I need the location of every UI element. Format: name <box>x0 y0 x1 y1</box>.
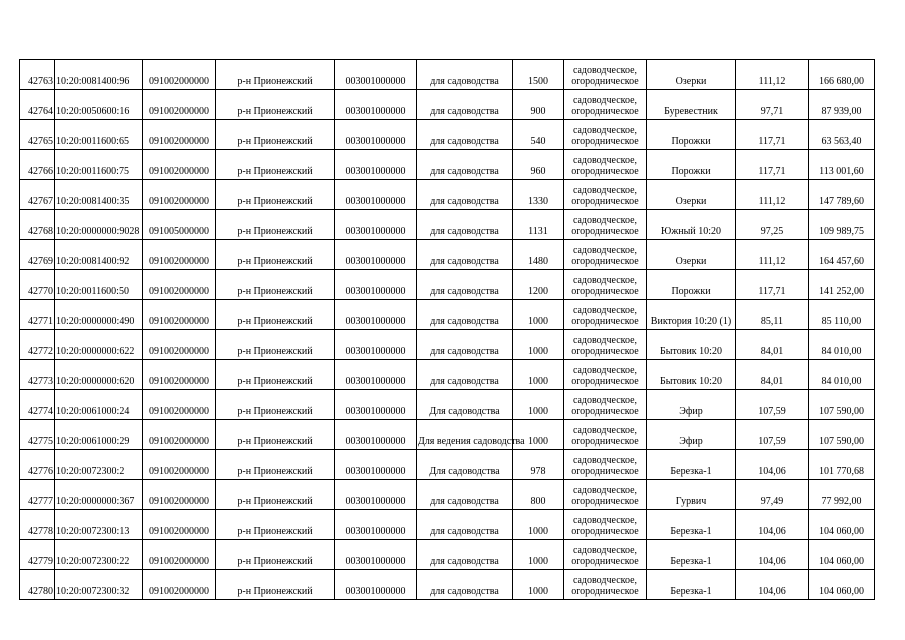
specific-value-cell: 117,71 <box>736 120 809 150</box>
row-number-cell: 42763 <box>20 60 55 90</box>
table-row <box>20 360 875 390</box>
land-category-line-2: огородническое <box>571 286 639 297</box>
land-category-cell <box>564 420 647 450</box>
category-code-cell: 003001000000 <box>335 210 417 240</box>
land-category-line-1: садоводческое, <box>572 425 638 436</box>
district-cell: р-н Прионежский <box>216 480 335 510</box>
land-category-cell <box>564 180 647 210</box>
land-parcels-table <box>19 59 875 600</box>
table-row <box>20 330 875 360</box>
land-category-line-2: огородническое <box>571 316 639 327</box>
permitted-use-cell: для садоводства <box>417 570 513 600</box>
area-cell: 1000 <box>513 540 564 570</box>
row-number-cell: 42769 <box>20 240 55 270</box>
category-code-cell: 003001000000 <box>335 240 417 270</box>
land-category-cell <box>564 360 647 390</box>
area-cell: 960 <box>513 150 564 180</box>
district-cell: р-н Прионежский <box>216 570 335 600</box>
district-cell: р-н Прионежский <box>216 270 335 300</box>
row-number-cell: 42768 <box>20 210 55 240</box>
okato-code-cell: 091002000000 <box>143 120 216 150</box>
settlement-name-cell: Березка-1 <box>647 570 736 600</box>
district-cell: р-н Прионежский <box>216 300 335 330</box>
land-category-line-2: огородническое <box>571 496 639 507</box>
cadastral-number-cell: 10:20:0072300:32 <box>55 570 143 600</box>
table-row <box>20 540 875 570</box>
category-code-cell: 003001000000 <box>335 420 417 450</box>
table-row <box>20 240 875 270</box>
cadastral-value-cell: 87 939,00 <box>809 90 875 120</box>
cadastral-value-cell: 107 590,00 <box>809 420 875 450</box>
table-row <box>20 300 875 330</box>
row-number-cell: 42773 <box>20 360 55 390</box>
area-cell: 1200 <box>513 270 564 300</box>
row-number-cell: 42775 <box>20 420 55 450</box>
category-code-cell: 003001000000 <box>335 180 417 210</box>
row-number-cell: 42774 <box>20 390 55 420</box>
district-cell: р-н Прионежский <box>216 180 335 210</box>
table-body <box>20 60 875 600</box>
permitted-use-cell: для садоводства <box>417 330 513 360</box>
table-row <box>20 180 875 210</box>
row-number-cell: 42766 <box>20 150 55 180</box>
permitted-use-cell: для садоводства <box>417 510 513 540</box>
area-cell: 978 <box>513 450 564 480</box>
land-category-cell <box>564 540 647 570</box>
area-cell: 1000 <box>513 570 564 600</box>
cadastral-value-cell: 147 789,60 <box>809 180 875 210</box>
okato-code-cell: 091002000000 <box>143 150 216 180</box>
district-cell: р-н Прионежский <box>216 150 335 180</box>
area-cell: 800 <box>513 480 564 510</box>
category-code-cell: 003001000000 <box>335 60 417 90</box>
land-category-cell <box>564 210 647 240</box>
specific-value-cell: 104,06 <box>736 570 809 600</box>
district-cell: р-н Прионежский <box>216 450 335 480</box>
permitted-use-cell: для садоводства <box>417 120 513 150</box>
row-number-cell: 42772 <box>20 330 55 360</box>
permitted-use-cell: для садоводства <box>417 540 513 570</box>
land-category-line-2: огородническое <box>571 76 639 87</box>
land-category-line-2: огородническое <box>571 346 639 357</box>
district-cell: р-н Прионежский <box>216 120 335 150</box>
table-row <box>20 120 875 150</box>
area-cell: 1000 <box>513 330 564 360</box>
area-cell: 1000 <box>513 420 564 450</box>
permitted-use-cell: для садоводства <box>417 60 513 90</box>
table-row <box>20 390 875 420</box>
district-cell: р-н Прионежский <box>216 330 335 360</box>
okato-code-cell: 091002000000 <box>143 510 216 540</box>
area-cell: 1131 <box>513 210 564 240</box>
settlement-name-cell: Эфир <box>647 420 736 450</box>
land-category-line-2: огородническое <box>571 526 639 537</box>
land-category-cell <box>564 90 647 120</box>
cadastral-value-cell: 141 252,00 <box>809 270 875 300</box>
land-category-line-1: садоводческое, <box>572 365 638 376</box>
land-category-line-2: огородническое <box>571 586 639 597</box>
land-category-cell <box>564 330 647 360</box>
okato-code-cell: 091002000000 <box>143 570 216 600</box>
okato-code-cell: 091002000000 <box>143 300 216 330</box>
row-number-cell: 42780 <box>20 570 55 600</box>
settlement-name-cell: Бытовик 10:20 <box>647 330 736 360</box>
land-category-line-1: садоводческое, <box>572 95 638 106</box>
cadastral-value-cell: 84 010,00 <box>809 360 875 390</box>
cadastral-number-cell: 10:20:0000000:9028 <box>55 210 143 240</box>
land-category-line-1: садоводческое, <box>572 485 638 496</box>
table-row <box>20 210 875 240</box>
specific-value-cell: 84,01 <box>736 330 809 360</box>
cadastral-value-cell: 164 457,60 <box>809 240 875 270</box>
district-cell: р-н Прионежский <box>216 420 335 450</box>
cadastral-value-cell: 63 563,40 <box>809 120 875 150</box>
cadastral-value-cell: 84 010,00 <box>809 330 875 360</box>
cadastral-number-cell: 10:20:0000000:622 <box>55 330 143 360</box>
cadastral-number-cell: 10:20:0000000:490 <box>55 300 143 330</box>
land-category-line-2: огородническое <box>571 376 639 387</box>
land-category-line-1: садоводческое, <box>572 455 638 466</box>
land-category-line-1: садоводческое, <box>572 305 638 316</box>
specific-value-cell: 97,71 <box>736 90 809 120</box>
row-number-cell: 42777 <box>20 480 55 510</box>
cadastral-value-cell: 101 770,68 <box>809 450 875 480</box>
specific-value-cell: 104,06 <box>736 540 809 570</box>
specific-value-cell: 104,06 <box>736 450 809 480</box>
row-number-cell: 42778 <box>20 510 55 540</box>
okato-code-cell: 091002000000 <box>143 420 216 450</box>
cadastral-number-cell: 10:20:0011600:50 <box>55 270 143 300</box>
category-code-cell: 003001000000 <box>335 90 417 120</box>
land-category-cell <box>564 270 647 300</box>
okato-code-cell: 091002000000 <box>143 480 216 510</box>
specific-value-cell: 111,12 <box>736 180 809 210</box>
permitted-use-cell: Для ведения садоводства <box>417 420 513 450</box>
okato-code-cell: 091002000000 <box>143 240 216 270</box>
cadastral-value-cell: 85 110,00 <box>809 300 875 330</box>
cadastral-value-cell: 77 992,00 <box>809 480 875 510</box>
cadastral-value-cell: 166 680,00 <box>809 60 875 90</box>
land-category-line-1: садоводческое, <box>572 395 638 406</box>
okato-code-cell: 091002000000 <box>143 90 216 120</box>
specific-value-cell: 85,11 <box>736 300 809 330</box>
category-code-cell: 003001000000 <box>335 390 417 420</box>
settlement-name-cell: Березка-1 <box>647 540 736 570</box>
land-category-line-2: огородническое <box>571 406 639 417</box>
permitted-use-cell: для садоводства <box>417 180 513 210</box>
cadastral-value-cell: 104 060,00 <box>809 540 875 570</box>
land-category-cell <box>564 120 647 150</box>
okato-code-cell: 091002000000 <box>143 60 216 90</box>
land-category-line-1: садоводческое, <box>572 515 638 526</box>
specific-value-cell: 117,71 <box>736 150 809 180</box>
land-category-line-2: огородническое <box>571 166 639 177</box>
okato-code-cell: 091005000000 <box>143 210 216 240</box>
permitted-use-cell: Для садоводства <box>417 390 513 420</box>
settlement-name-cell: Эфир <box>647 390 736 420</box>
category-code-cell: 003001000000 <box>335 480 417 510</box>
okato-code-cell: 091002000000 <box>143 360 216 390</box>
cadastral-number-cell: 10:20:0081400:96 <box>55 60 143 90</box>
area-cell: 1000 <box>513 360 564 390</box>
permitted-use-cell: для садоводства <box>417 270 513 300</box>
district-cell: р-н Прионежский <box>216 240 335 270</box>
row-number-cell: 42776 <box>20 450 55 480</box>
specific-value-cell: 97,25 <box>736 210 809 240</box>
land-category-line-1: садоводческое, <box>572 275 638 286</box>
specific-value-cell: 111,12 <box>736 60 809 90</box>
area-cell: 1330 <box>513 180 564 210</box>
okato-code-cell: 091002000000 <box>143 180 216 210</box>
settlement-name-cell: Южный 10:20 <box>647 210 736 240</box>
permitted-use-cell: для садоводства <box>417 150 513 180</box>
cadastral-number-cell: 10:20:0011600:75 <box>55 150 143 180</box>
category-code-cell: 003001000000 <box>335 450 417 480</box>
table-row <box>20 150 875 180</box>
settlement-name-cell: Озерки <box>647 60 736 90</box>
row-number-cell: 42770 <box>20 270 55 300</box>
table-row <box>20 90 875 120</box>
cadastral-number-cell: 10:20:0061000:29 <box>55 420 143 450</box>
cadastral-number-cell: 10:20:0000000:620 <box>55 360 143 390</box>
permitted-use-cell: для садоводства <box>417 300 513 330</box>
table-row <box>20 450 875 480</box>
area-cell: 1480 <box>513 240 564 270</box>
category-code-cell: 003001000000 <box>335 300 417 330</box>
cadastral-number-cell: 10:20:0072300:13 <box>55 510 143 540</box>
land-category-cell <box>564 240 647 270</box>
row-number-cell: 42767 <box>20 180 55 210</box>
settlement-name-cell: Березка-1 <box>647 510 736 540</box>
land-category-line-1: садоводческое, <box>572 575 638 586</box>
category-code-cell: 003001000000 <box>335 360 417 390</box>
specific-value-cell: 117,71 <box>736 270 809 300</box>
cadastral-value-cell: 104 060,00 <box>809 510 875 540</box>
settlement-name-cell: Буревестник <box>647 90 736 120</box>
area-cell: 1000 <box>513 390 564 420</box>
permitted-use-cell: для садоводства <box>417 360 513 390</box>
district-cell: р-н Прионежский <box>216 210 335 240</box>
area-cell: 1500 <box>513 60 564 90</box>
cadastral-number-cell: 10:20:0000000:367 <box>55 480 143 510</box>
table-row <box>20 570 875 600</box>
district-cell: р-н Прионежский <box>216 90 335 120</box>
category-code-cell: 003001000000 <box>335 150 417 180</box>
row-number-cell: 42779 <box>20 540 55 570</box>
land-category-cell <box>564 480 647 510</box>
land-category-line-1: садоводческое, <box>572 245 638 256</box>
specific-value-cell: 97,49 <box>736 480 809 510</box>
permitted-use-cell: для садоводства <box>417 480 513 510</box>
district-cell: р-н Прионежский <box>216 390 335 420</box>
area-cell: 900 <box>513 90 564 120</box>
cadastral-value-cell: 109 989,75 <box>809 210 875 240</box>
land-category-line-2: огородническое <box>571 436 639 447</box>
land-category-line-2: огородническое <box>571 136 639 147</box>
land-category-cell <box>564 450 647 480</box>
cadastral-number-cell: 10:20:0072300:22 <box>55 540 143 570</box>
cadastral-value-cell: 113 001,60 <box>809 150 875 180</box>
land-category-line-2: огородническое <box>571 466 639 477</box>
land-category-line-2: огородническое <box>571 256 639 267</box>
land-category-line-1: садоводческое, <box>572 215 638 226</box>
okato-code-cell: 091002000000 <box>143 390 216 420</box>
area-cell: 1000 <box>513 510 564 540</box>
land-category-line-1: садоводческое, <box>572 65 638 76</box>
area-cell: 1000 <box>513 300 564 330</box>
table-row <box>20 60 875 90</box>
land-category-line-2: огородническое <box>571 106 639 117</box>
okato-code-cell: 091002000000 <box>143 330 216 360</box>
cadastral-value-cell: 107 590,00 <box>809 390 875 420</box>
permitted-use-cell: для садоводства <box>417 90 513 120</box>
settlement-name-cell: Березка-1 <box>647 450 736 480</box>
permitted-use-cell: для садоводства <box>417 240 513 270</box>
okato-code-cell: 091002000000 <box>143 540 216 570</box>
cadastral-value-cell: 104 060,00 <box>809 570 875 600</box>
cadastral-number-cell: 10:20:0050600:16 <box>55 90 143 120</box>
land-category-line-1: садоводческое, <box>572 185 638 196</box>
land-category-line-2: огородническое <box>571 196 639 207</box>
cadastral-number-cell: 10:20:0011600:65 <box>55 120 143 150</box>
category-code-cell: 003001000000 <box>335 330 417 360</box>
settlement-name-cell: Порожки <box>647 150 736 180</box>
settlement-name-cell: Порожки <box>647 120 736 150</box>
land-category-cell <box>564 390 647 420</box>
land-category-cell <box>564 510 647 540</box>
category-code-cell: 003001000000 <box>335 570 417 600</box>
permitted-use-cell: для садоводства <box>417 210 513 240</box>
table-row <box>20 420 875 450</box>
permitted-use-cell: Для садоводства <box>417 450 513 480</box>
okato-code-cell: 091002000000 <box>143 270 216 300</box>
category-code-cell: 003001000000 <box>335 540 417 570</box>
category-code-cell: 003001000000 <box>335 510 417 540</box>
cadastral-number-cell: 10:20:0081400:92 <box>55 240 143 270</box>
okato-code-cell: 091002000000 <box>143 450 216 480</box>
specific-value-cell: 111,12 <box>736 240 809 270</box>
category-code-cell: 003001000000 <box>335 270 417 300</box>
district-cell: р-н Прионежский <box>216 540 335 570</box>
land-category-cell <box>564 150 647 180</box>
land-category-line-1: садоводческое, <box>572 335 638 346</box>
district-cell: р-н Прионежский <box>216 360 335 390</box>
table-row <box>20 270 875 300</box>
land-category-line-2: огородническое <box>571 556 639 567</box>
row-number-cell: 42765 <box>20 120 55 150</box>
land-category-line-1: садоводческое, <box>572 155 638 166</box>
row-number-cell: 42764 <box>20 90 55 120</box>
settlement-name-cell: Виктория 10:20 (1) <box>647 300 736 330</box>
cadastral-number-cell: 10:20:0072300:2 <box>55 450 143 480</box>
land-category-line-1: садоводческое, <box>572 125 638 136</box>
category-code-cell: 003001000000 <box>335 120 417 150</box>
settlement-name-cell: Бытовик 10:20 <box>647 360 736 390</box>
settlement-name-cell: Гурвич <box>647 480 736 510</box>
settlement-name-cell: Озерки <box>647 180 736 210</box>
cadastral-number-cell: 10:20:0081400:35 <box>55 180 143 210</box>
land-category-cell <box>564 60 647 90</box>
land-category-line-1: садоводческое, <box>572 545 638 556</box>
district-cell: р-н Прионежский <box>216 510 335 540</box>
settlement-name-cell: Озерки <box>647 240 736 270</box>
specific-value-cell: 107,59 <box>736 390 809 420</box>
cadastral-number-cell: 10:20:0061000:24 <box>55 390 143 420</box>
specific-value-cell: 84,01 <box>736 360 809 390</box>
land-category-line-2: огородническое <box>571 226 639 237</box>
district-cell: р-н Прионежский <box>216 60 335 90</box>
table-row <box>20 510 875 540</box>
area-cell: 540 <box>513 120 564 150</box>
settlement-name-cell: Порожки <box>647 270 736 300</box>
specific-value-cell: 107,59 <box>736 420 809 450</box>
land-category-cell <box>564 300 647 330</box>
table-row <box>20 480 875 510</box>
row-number-cell: 42771 <box>20 300 55 330</box>
specific-value-cell: 104,06 <box>736 510 809 540</box>
land-category-cell <box>564 570 647 600</box>
